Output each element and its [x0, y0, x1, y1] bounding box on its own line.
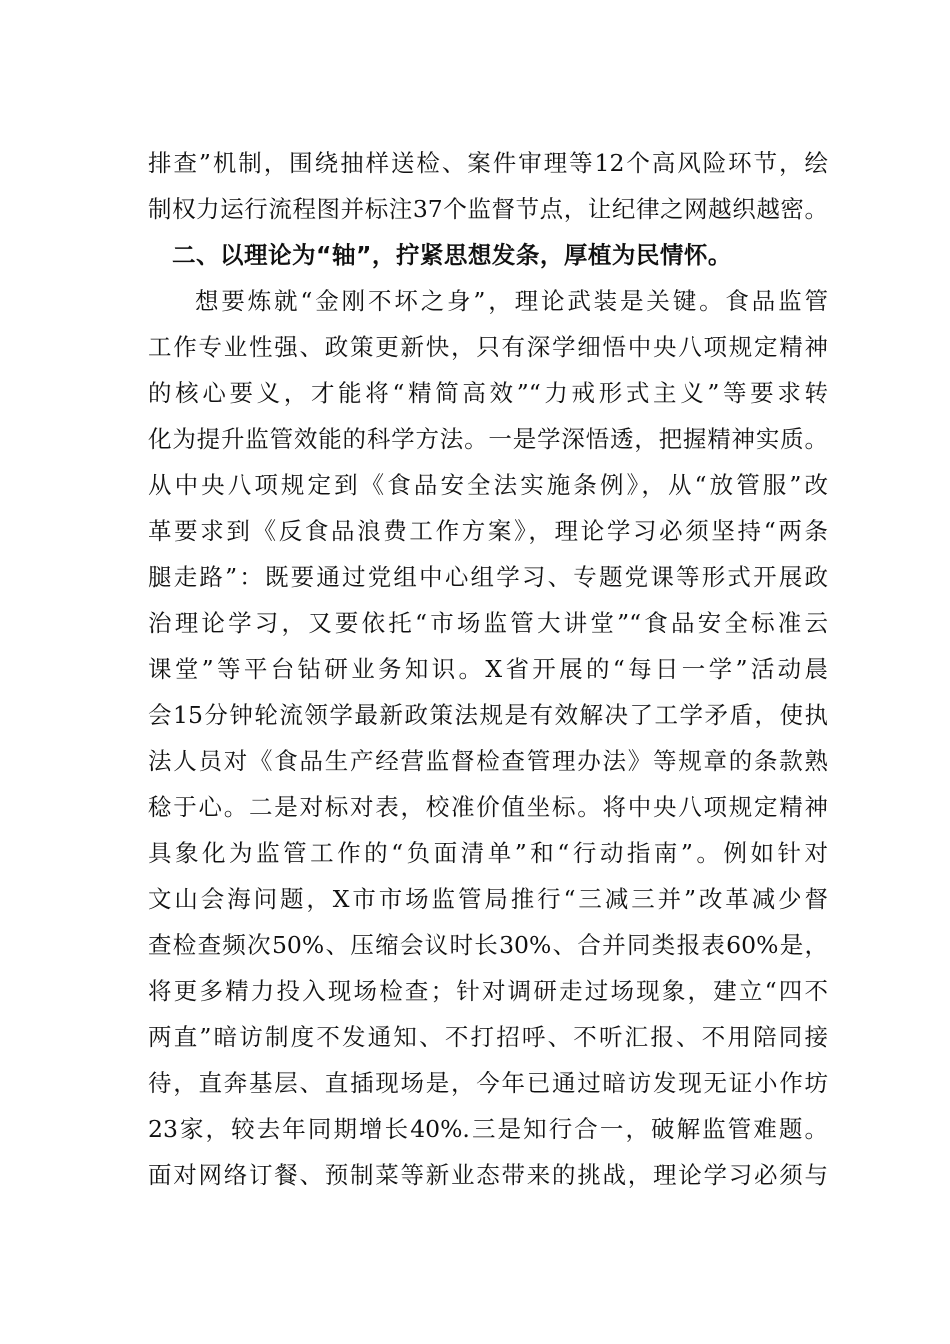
body-line: 课堂”等平台钻研业务知识。X省开展的“每日一学”活动晨 — [148, 655, 828, 683]
body-line: 腿走路”：既要通过党组中心组学习、专题党课等形式开展政 — [148, 563, 828, 591]
body-line: 的核心要义，才能将“精简高效”“力戒形式主义”等要求转 — [148, 379, 828, 407]
document-body — [148, 140, 828, 1198]
body-line: 法人员对《食品生产经营监督检查管理办法》等规章的条款熟 — [148, 747, 828, 775]
body-line: 治理论学习，又要依托“市场监管大讲堂”“食品安全标准云 — [148, 609, 828, 637]
body-line: 排查”机制，围绕抽样送检、案件审理等12个高风险环节，绘 — [148, 149, 828, 177]
body-line: 制权力运行流程图并标注37个监督节点，让纪律之网越织越密。 — [148, 195, 828, 223]
body-line: 待，直奔基层、直插现场是，今年已通过暗访发现无证小作坊 — [148, 1069, 828, 1097]
body-line: 会15分钟轮流领学最新政策法规是有效解决了工学矛盾，使执 — [148, 701, 828, 729]
body-line: 具象化为监管工作的“负面清单”和“行动指南”。例如针对 — [148, 839, 828, 867]
body-line: 23家，较去年同期增长40%.三是知行合一，破解监管难题。 — [148, 1115, 828, 1143]
body-line: 稔于心。二是对标对表，校准价值坐标。将中央八项规定精神 — [148, 793, 828, 821]
body-line: 革要求到《反食品浪费工作方案》，理论学习必须坚持“两条 — [148, 517, 828, 545]
body-line: 从中央八项规定到《食品安全法实施条例》，从“放管服”改 — [148, 471, 828, 499]
body-line: 化为提升监管效能的科学方法。一是学深悟透，把握精神实质。 — [148, 425, 828, 453]
body-line: 想要炼就“金刚不坏之身”，理论武装是关键。食品监管 — [195, 287, 828, 315]
body-line: 文山会海问题，X市市场监管局推行“三减三并”改革减少督 — [148, 885, 828, 913]
body-line: 工作专业性强、政策更新快，只有深学细悟中央八项规定精神 — [148, 333, 828, 361]
body-line: 将更多精力投入现场检查；针对调研走过场现象，建立“四不 — [148, 977, 828, 1005]
body-line: 面对网络订餐、预制菜等新业态带来的挑战，理论学习必须与 — [148, 1161, 828, 1189]
body-line: 两直”暗访制度不发通知、不打招呼、不听汇报、不用陪同接 — [148, 1023, 828, 1051]
section-heading: 二、以理论为“轴”，拧紧思想发条，厚植为民情怀。 — [172, 241, 732, 269]
body-line: 查检查频次50%、压缩会议时长30%、合并同类报表60%是， — [148, 931, 828, 959]
